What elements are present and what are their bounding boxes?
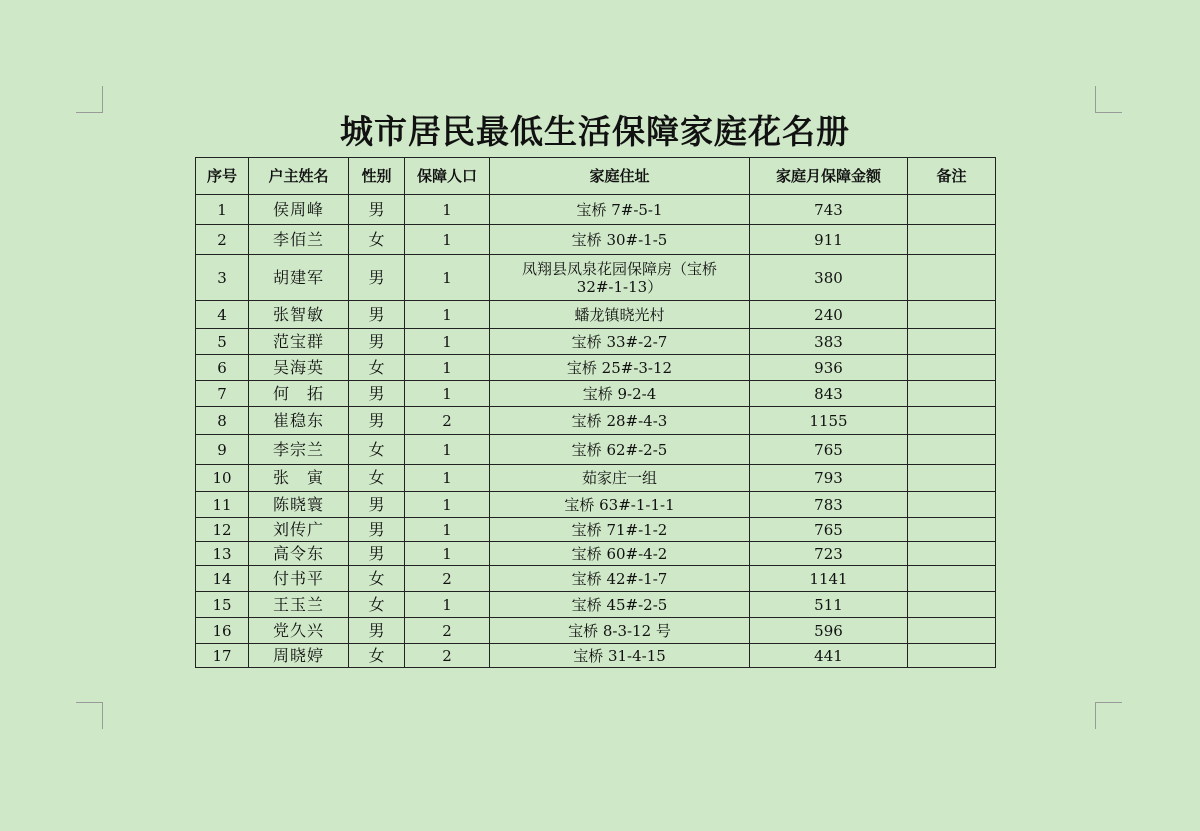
- cell-name: 陈晓寰: [249, 492, 349, 518]
- cell-note: [908, 301, 996, 329]
- cell-name: 范宝群: [249, 329, 349, 355]
- cell-people: 1: [405, 225, 490, 255]
- cell-people: 1: [405, 435, 490, 465]
- cell-gender: 男: [349, 518, 405, 542]
- cell-no: 3: [196, 255, 249, 301]
- header-cell-gender: 性别: [349, 158, 405, 195]
- cell-amount: 1141: [750, 566, 908, 592]
- page-margin-mark-top-left: [76, 86, 103, 113]
- cell-name: 周晓婷: [249, 644, 349, 668]
- cell-name: 胡建军: [249, 255, 349, 301]
- cell-people: 1: [405, 329, 490, 355]
- cell-amount: 743: [750, 195, 908, 225]
- header-cell-amount: 家庭月保障金额: [750, 158, 908, 195]
- table-row: [196, 255, 996, 301]
- cell-address: 宝桥 62#-2-5: [490, 435, 750, 465]
- cell-people: 2: [405, 566, 490, 592]
- cell-amount: 723: [750, 542, 908, 566]
- cell-name: 何 拓: [249, 381, 349, 407]
- cell-note: [908, 592, 996, 618]
- cell-gender: 女: [349, 644, 405, 668]
- table-row: [196, 492, 996, 518]
- table-row: [196, 407, 996, 435]
- cell-people: 1: [405, 195, 490, 225]
- cell-no: 16: [196, 618, 249, 644]
- table-row: [196, 518, 996, 542]
- cell-no: 17: [196, 644, 249, 668]
- cell-note: [908, 465, 996, 492]
- cell-address: 茹家庄一组: [490, 465, 750, 492]
- header-cell-note: 备注: [908, 158, 996, 195]
- cell-note: [908, 492, 996, 518]
- cell-people: 1: [405, 492, 490, 518]
- page-margin-mark-bottom-right: [1095, 702, 1122, 729]
- cell-gender: 女: [349, 225, 405, 255]
- cell-no: 10: [196, 465, 249, 492]
- table-body: [196, 195, 996, 668]
- header-cell-people: 保障人口: [405, 158, 490, 195]
- cell-no: 9: [196, 435, 249, 465]
- cell-no: 2: [196, 225, 249, 255]
- roster-table: [195, 157, 996, 668]
- cell-no: 12: [196, 518, 249, 542]
- cell-no: 13: [196, 542, 249, 566]
- cell-note: [908, 329, 996, 355]
- table-row: [196, 644, 996, 668]
- cell-address: 凤翔县凤泉花园保障房（宝桥 32#-1-13）: [490, 255, 750, 301]
- cell-address: 宝桥 7#-5-1: [490, 195, 750, 225]
- cell-gender: 女: [349, 566, 405, 592]
- cell-note: [908, 225, 996, 255]
- cell-amount: 240: [750, 301, 908, 329]
- cell-name: 李佰兰: [249, 225, 349, 255]
- cell-no: 4: [196, 301, 249, 329]
- cell-name: 王玉兰: [249, 592, 349, 618]
- cell-gender: 男: [349, 301, 405, 329]
- cell-note: [908, 518, 996, 542]
- cell-no: 1: [196, 195, 249, 225]
- table-row: [196, 329, 996, 355]
- cell-gender: 女: [349, 592, 405, 618]
- cell-name: 张智敏: [249, 301, 349, 329]
- cell-no: 5: [196, 329, 249, 355]
- cell-gender: 男: [349, 407, 405, 435]
- cell-name: 刘传广: [249, 518, 349, 542]
- cell-amount: 1155: [750, 407, 908, 435]
- cell-name: 侯周峰: [249, 195, 349, 225]
- cell-people: 1: [405, 542, 490, 566]
- cell-people: 1: [405, 255, 490, 301]
- header-cell-name: 户主姓名: [249, 158, 349, 195]
- cell-note: [908, 355, 996, 381]
- cell-gender: 女: [349, 355, 405, 381]
- cell-note: [908, 618, 996, 644]
- cell-name: 党久兴: [249, 618, 349, 644]
- cell-people: 1: [405, 465, 490, 492]
- cell-people: 1: [405, 381, 490, 407]
- header-cell-no: 序号: [196, 158, 249, 195]
- table-row: [196, 618, 996, 644]
- cell-note: [908, 381, 996, 407]
- table-header-row: [196, 158, 996, 195]
- page-margin-mark-top-right: [1095, 86, 1122, 113]
- table-row: [196, 566, 996, 592]
- cell-note: [908, 195, 996, 225]
- cell-no: 7: [196, 381, 249, 407]
- cell-amount: 936: [750, 355, 908, 381]
- cell-gender: 女: [349, 435, 405, 465]
- cell-people: 1: [405, 518, 490, 542]
- cell-no: 8: [196, 407, 249, 435]
- cell-address: 宝桥 42#-1-7: [490, 566, 750, 592]
- cell-no: 6: [196, 355, 249, 381]
- cell-people: 1: [405, 301, 490, 329]
- document-title: 城市居民最低生活保障家庭花名册: [340, 112, 850, 151]
- cell-name: 崔稳东: [249, 407, 349, 435]
- cell-gender: 男: [349, 542, 405, 566]
- cell-people: 2: [405, 407, 490, 435]
- cell-address: 宝桥 30#-1-5: [490, 225, 750, 255]
- cell-address: 宝桥 31-4-15: [490, 644, 750, 668]
- cell-amount: 380: [750, 255, 908, 301]
- cell-amount: 383: [750, 329, 908, 355]
- cell-amount: 765: [750, 518, 908, 542]
- cell-address: 宝桥 45#-2-5: [490, 592, 750, 618]
- cell-no: 14: [196, 566, 249, 592]
- cell-note: [908, 644, 996, 668]
- cell-gender: 男: [349, 255, 405, 301]
- cell-address: 宝桥 8-3-12 号: [490, 618, 750, 644]
- cell-no: 15: [196, 592, 249, 618]
- cell-gender: 男: [349, 195, 405, 225]
- header-cell-address: 家庭住址: [490, 158, 750, 195]
- cell-amount: 441: [750, 644, 908, 668]
- cell-note: [908, 255, 996, 301]
- table-row: [196, 195, 996, 225]
- cell-address: 宝桥 60#-4-2: [490, 542, 750, 566]
- page-margin-mark-bottom-left: [76, 702, 103, 729]
- cell-address: 宝桥 33#-2-7: [490, 329, 750, 355]
- cell-address: 宝桥 71#-1-2: [490, 518, 750, 542]
- cell-note: [908, 435, 996, 465]
- table-row: [196, 435, 996, 465]
- cell-name: 张 寅: [249, 465, 349, 492]
- cell-name: 李宗兰: [249, 435, 349, 465]
- cell-people: 2: [405, 644, 490, 668]
- cell-address: 宝桥 28#-4-3: [490, 407, 750, 435]
- cell-address: 宝桥 25#-3-12: [490, 355, 750, 381]
- cell-address: 蟠龙镇晓光村: [490, 301, 750, 329]
- cell-people: 1: [405, 592, 490, 618]
- table-row: [196, 465, 996, 492]
- cell-note: [908, 566, 996, 592]
- table-row: [196, 225, 996, 255]
- cell-amount: 843: [750, 381, 908, 407]
- cell-amount: 596: [750, 618, 908, 644]
- cell-note: [908, 542, 996, 566]
- cell-amount: 911: [750, 225, 908, 255]
- cell-amount: 783: [750, 492, 908, 518]
- cell-amount: 793: [750, 465, 908, 492]
- cell-gender: 男: [349, 492, 405, 518]
- cell-name: 吴海英: [249, 355, 349, 381]
- table-row: [196, 301, 996, 329]
- cell-address: 宝桥 9-2-4: [490, 381, 750, 407]
- cell-gender: 男: [349, 618, 405, 644]
- cell-no: 11: [196, 492, 249, 518]
- table-row: [196, 381, 996, 407]
- cell-note: [908, 407, 996, 435]
- table-row: [196, 592, 996, 618]
- cell-people: 2: [405, 618, 490, 644]
- cell-amount: 765: [750, 435, 908, 465]
- cell-gender: 女: [349, 465, 405, 492]
- cell-amount: 511: [750, 592, 908, 618]
- table-row: [196, 355, 996, 381]
- cell-name: 高令东: [249, 542, 349, 566]
- cell-gender: 男: [349, 329, 405, 355]
- cell-people: 1: [405, 355, 490, 381]
- table-row: [196, 542, 996, 566]
- cell-address: 宝桥 63#-1-1-1: [490, 492, 750, 518]
- cell-gender: 男: [349, 381, 405, 407]
- cell-name: 付书平: [249, 566, 349, 592]
